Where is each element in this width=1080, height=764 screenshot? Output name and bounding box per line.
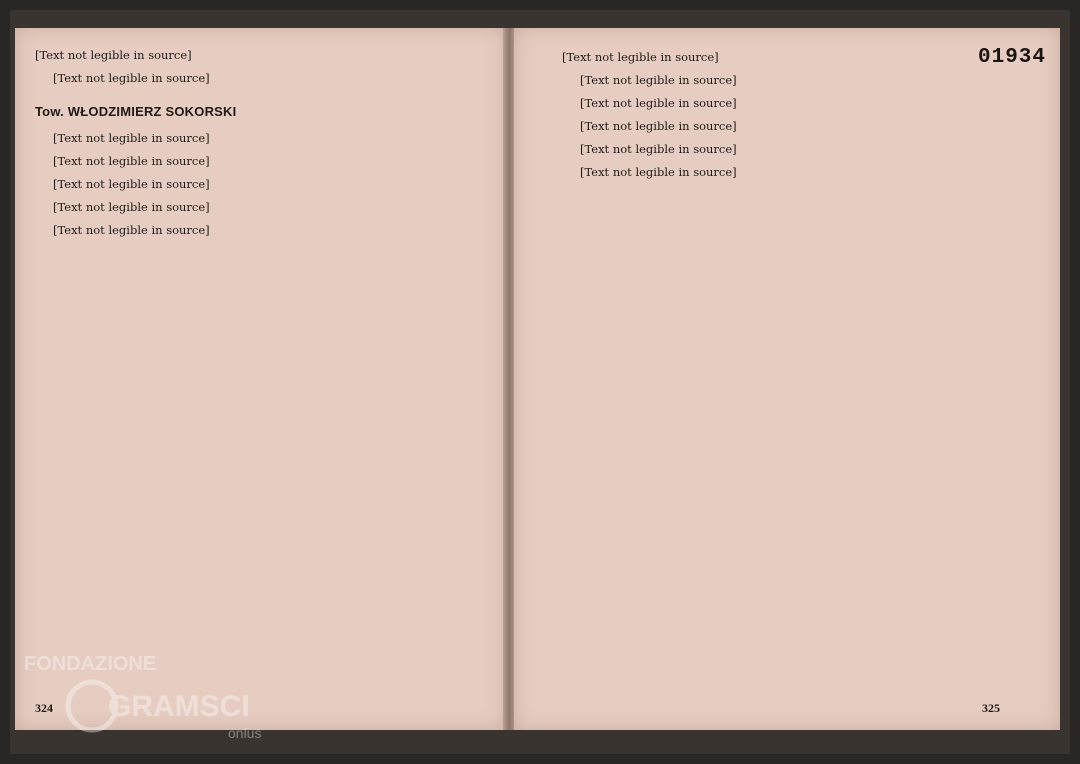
right-text-column	[562, 50, 988, 686]
right-paragraph-2: [Text not legible in source]	[580, 73, 737, 87]
speaker-heading: Tow. WŁODZIMIERZ SOKORSKI	[35, 104, 237, 119]
left-text-column	[35, 48, 479, 686]
watermark-line-3: onlus	[228, 725, 262, 741]
left-page-number: 324	[35, 701, 53, 715]
watermark-line-2: GRAMSCI	[108, 690, 250, 723]
left-paragraph-6: [Text not legible in source]	[53, 200, 210, 214]
right-paragraph-3: [Text not legible in source]	[580, 96, 737, 110]
archive-stamp-number: 01934	[977, 46, 1046, 69]
left-paragraph-4: [Text not legible in source]	[53, 154, 210, 168]
right-paragraph-1: [Text not legible in source]	[562, 50, 719, 64]
left-page	[15, 28, 505, 730]
left-paragraph-3: [Text not legible in source]	[53, 131, 210, 145]
right-paragraph-4: [Text not legible in source]	[580, 119, 737, 133]
right-paragraph-6: [Text not legible in source]	[580, 165, 737, 179]
left-paragraph-7: [Text not legible in source]	[53, 223, 210, 237]
watermark-line-1: FONDAZIONE	[24, 653, 157, 675]
right-paragraph-5: [Text not legible in source]	[580, 142, 737, 156]
left-paragraph-5: [Text not legible in source]	[53, 177, 210, 191]
right-page-number: 325	[982, 701, 1000, 715]
left-paragraph-1: [Text not legible in source]	[35, 48, 192, 62]
right-page	[514, 28, 1060, 730]
left-paragraph-2: [Text not legible in source]	[53, 71, 210, 85]
